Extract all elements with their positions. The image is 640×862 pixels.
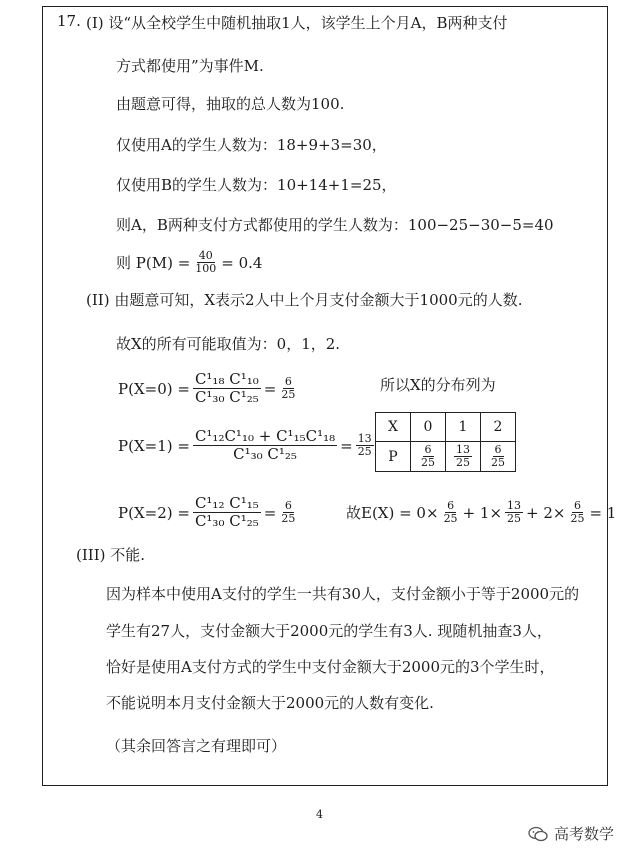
prob-m-fraction [193, 250, 218, 275]
table-cell: 0 [411, 413, 446, 442]
expectation-den: 25 [507, 512, 522, 525]
table-prob-fraction [419, 444, 437, 469]
part2-line: (II) 由题意可知，X表示2人中上个月支付金额大于1000元的人数. [86, 291, 523, 309]
table-cell: 1 [446, 413, 481, 442]
expectation-den: 25 [570, 512, 585, 525]
table-cell: X [376, 413, 411, 442]
prob-x0-den: C¹₃₀ C¹₂₅ [194, 388, 259, 406]
part1-line: 则A，B两种支付方式都使用的学生人数为：100−25−30−5=40 [116, 216, 554, 234]
question-number: 17. [57, 12, 81, 30]
brand-watermark [528, 823, 614, 844]
expectation-fraction [568, 500, 586, 525]
prob-x1-eq: = [340, 436, 353, 455]
expectation-fraction [505, 500, 523, 525]
prob-x0-result-num: 6 [284, 375, 292, 388]
expectation-equation [346, 500, 616, 525]
prob-x1-equation [118, 428, 377, 463]
part1-line: 由题意可得，抽取的总人数为100. [116, 95, 345, 113]
part1-line: 仅使用A的学生人数为：18+9+3=30， [116, 136, 387, 154]
prob-x1-fraction [193, 428, 337, 463]
page-number: 4 [316, 808, 323, 821]
expectation-den: 25 [443, 512, 458, 525]
part3-line: 学生有27人，支付金额大于2000元的学生有3人. 现随机抽查3人， [106, 622, 552, 640]
prob-x0-lhs: P(X=0) = [118, 379, 190, 398]
part1-line: 仅使用B的学生人数为：10+14+1=25， [116, 176, 397, 194]
prob-m-den: 100 [195, 262, 217, 275]
table-prob-num: 6 [424, 443, 432, 456]
brand-name: 高考数学 [554, 825, 615, 843]
prob-m-equation [116, 250, 262, 275]
prob-x0-eq: = [263, 379, 277, 398]
part3-line: 因为样本中使用A支付的学生一共有30人，支付金额小于等于2000元的 [106, 585, 580, 603]
part3-line: （其余回答言之有理即可） [106, 737, 287, 755]
table-cell [481, 442, 516, 472]
part3-line: 恰好是使用A支付方式的学生中支付金额大于2000元的3个学生时， [106, 658, 555, 676]
table-cell [446, 442, 481, 472]
prob-x2-num: C¹₁₂ C¹₁₅ [194, 494, 259, 512]
table-prob-den: 25 [456, 456, 470, 469]
prob-m-num: 40 [198, 249, 213, 262]
distribution-title: 所以X的分布列为 [380, 376, 496, 394]
prob-x1-result [356, 433, 374, 458]
distribution-table [375, 412, 516, 472]
prob-x2-result-den: 25 [281, 512, 296, 525]
prob-x1-den: C¹₃₀ C¹₂₅ [233, 445, 297, 463]
part1-line: (I) 设“从全校学生中随机抽取1人，该学生上个月A，B两种支付 [86, 14, 508, 32]
prob-x2-result-num: 6 [284, 499, 292, 512]
part1-line: 方式都使用”为事件M. [116, 57, 264, 75]
expectation-num: 6 [573, 499, 581, 512]
prob-x1-result-den: 25 [357, 445, 372, 458]
prob-x2-eq: = [263, 503, 277, 522]
prob-x1-result-num: 13 [357, 432, 372, 445]
part3-line: (III) 不能. [76, 546, 146, 564]
table-row [376, 413, 516, 442]
part2-line: 故X的所有可能取值为：0，1，2. [116, 335, 341, 353]
prob-x0-equation [118, 371, 300, 406]
expectation-mid: + 1× [462, 503, 503, 522]
prob-x2-fraction [193, 495, 261, 530]
prob-x1-lhs: P(X=1) = [118, 436, 190, 455]
expectation-mid: + 2× [526, 503, 566, 522]
table-prob-num: 13 [456, 443, 470, 456]
table-prob-fraction [489, 444, 507, 469]
expectation-num: 13 [507, 499, 522, 512]
prob-m-lhs: 则 P(M) = [116, 254, 191, 272]
prob-x1-num: C¹₁₂C¹₁₀ + C¹₁₅C¹₁₈ [194, 427, 336, 445]
table-cell [411, 442, 446, 472]
expectation-rhs: = 1 [589, 503, 617, 522]
prob-x0-result [279, 376, 297, 401]
prob-x2-den: C¹₃₀ C¹₂₅ [194, 512, 259, 530]
part3-line: 不能说明本月支付金额大于2000元的人数有变化. [106, 694, 434, 712]
table-prob-den: 25 [421, 456, 435, 469]
prob-x2-lhs: P(X=2) = [118, 503, 190, 522]
table-cell: P [376, 442, 411, 472]
prob-x2-result [279, 500, 297, 525]
expectation-lhs: 故E(X) = 0× [346, 504, 439, 522]
table-row [376, 442, 516, 472]
table-cell: 2 [481, 413, 516, 442]
expectation-num: 6 [447, 499, 455, 512]
wechat-icon [528, 826, 548, 842]
table-prob-num: 6 [494, 443, 502, 456]
prob-x0-fraction [193, 371, 261, 406]
table-prob-den: 25 [491, 456, 505, 469]
prob-x0-num: C¹₁₈ C¹₁₀ [194, 370, 259, 388]
prob-m-rhs: = 0.4 [221, 253, 263, 272]
table-prob-fraction [454, 444, 472, 469]
prob-x2-equation [118, 495, 300, 530]
prob-x0-result-den: 25 [281, 388, 296, 401]
expectation-fraction [442, 500, 460, 525]
